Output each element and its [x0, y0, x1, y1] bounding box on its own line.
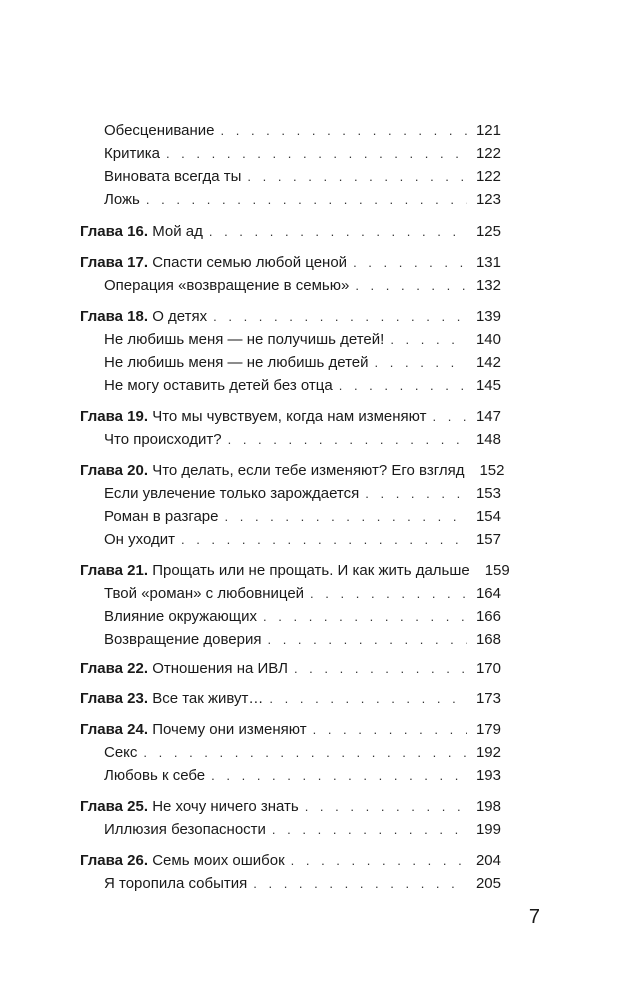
toc-entry-page: 205	[475, 875, 501, 892]
dot-leader	[166, 145, 467, 163]
chapter-label	[80, 798, 148, 815]
chapter-number: 23.	[127, 690, 149, 707]
chapter-number: 18.	[127, 308, 149, 325]
toc-entry-page: 204	[475, 852, 501, 869]
toc-entry-title: Все так живут…	[152, 690, 264, 707]
toc-entry-title: Не любишь меня — не любишь детей	[104, 354, 369, 371]
dot-leader	[267, 631, 467, 649]
dot-leader	[146, 191, 467, 209]
toc-entry-title: Твой «роман» с любовницей	[104, 585, 305, 602]
toc-entry-page: 147	[475, 408, 501, 425]
chapter-label	[80, 462, 148, 479]
toc-entry-page: 122	[475, 145, 501, 162]
chapter-prefix: Глава	[80, 223, 123, 240]
toc-chapter-23	[80, 686, 501, 708]
dot-leader	[310, 585, 467, 603]
toc-entry-title: Отношения на ИВЛ	[152, 660, 288, 677]
toc-entry-page: 164	[475, 585, 501, 602]
dot-leader	[355, 277, 467, 295]
dot-leader	[181, 531, 467, 549]
chapter-prefix: Глава	[80, 798, 123, 815]
toc-subentry	[104, 604, 501, 626]
toc-entry-title: Не могу оставить детей без отца	[104, 377, 333, 394]
dot-leader	[143, 744, 467, 762]
dot-leader	[365, 485, 467, 503]
toc-entry-page: 157	[475, 531, 501, 548]
toc-chapter-24	[80, 717, 501, 739]
toc-subentry	[104, 164, 501, 186]
chapter-label	[80, 562, 148, 579]
dot-leader	[313, 721, 467, 739]
chapter-number: 20.	[127, 462, 149, 479]
toc-entry-title: Обесценивание	[104, 122, 215, 139]
chapter-number: 22.	[127, 660, 149, 677]
chapter-label	[80, 852, 148, 869]
dot-leader	[263, 608, 467, 626]
toc-entry-title: О детях	[152, 308, 208, 325]
toc-entry-title: Ложь	[104, 191, 140, 208]
page-number: 7	[528, 906, 540, 928]
toc-chapter-18	[80, 304, 501, 326]
chapter-label	[80, 223, 148, 240]
chapter-number: 17.	[127, 254, 149, 271]
toc-subentry	[104, 141, 501, 163]
toc-subentry	[104, 187, 501, 209]
toc-entry-title: Он уходит	[104, 531, 175, 548]
chapter-prefix: Глава	[80, 462, 123, 479]
toc-entry-page: 153	[475, 485, 501, 502]
toc-subentry	[104, 427, 501, 449]
toc-subentry	[104, 273, 501, 295]
toc-entry-page: 179	[475, 721, 501, 738]
toc-entry-title: Прощать или не прощать. И как жить дальше	[152, 562, 470, 579]
chapter-prefix: Глава	[80, 254, 123, 271]
dot-leader	[291, 852, 467, 870]
toc-entry-page: 121	[475, 122, 501, 139]
toc-entry-page: 140	[475, 331, 501, 348]
chapter-label	[80, 308, 148, 325]
chapter-label	[80, 721, 148, 738]
dot-leader	[353, 254, 467, 272]
chapter-prefix: Глава	[80, 408, 123, 425]
chapter-number: 21.	[127, 562, 149, 579]
toc-entry-title: Влияние окружающих	[104, 608, 258, 625]
toc-subentry	[104, 118, 501, 140]
toc-subentry	[104, 817, 501, 839]
toc-entry-title: Критика	[104, 145, 160, 162]
toc-entry-title: Я торопила события	[104, 875, 248, 892]
toc-entry-title: Спасти семью любой ценой	[152, 254, 348, 271]
dot-leader	[339, 377, 467, 395]
chapter-label	[80, 254, 148, 271]
chapter-label	[80, 690, 148, 707]
chapter-number: 25.	[127, 798, 149, 815]
dot-leader	[225, 508, 468, 526]
toc-entry-page: 125	[475, 223, 501, 240]
toc-subentry	[104, 327, 501, 349]
chapter-prefix: Глава	[80, 660, 123, 677]
toc-subentry	[104, 527, 501, 549]
toc-entry-page: 173	[475, 690, 501, 707]
dot-leader	[213, 308, 467, 326]
toc-entry-page: 132	[475, 277, 501, 294]
chapter-number: 16.	[127, 223, 149, 240]
toc-chapter-19	[80, 404, 501, 426]
chapter-number: 19.	[127, 408, 149, 425]
chapter-number: 26.	[127, 852, 149, 869]
toc-subentry	[104, 871, 501, 893]
toc-entry-title: Роман в разгаре	[104, 508, 219, 525]
chapter-prefix: Глава	[80, 562, 123, 579]
chapter-prefix: Глава	[80, 690, 123, 707]
toc-entry-title: Что делать, если тебе изменяют? Его взгляд	[152, 462, 465, 479]
toc-subentry	[104, 627, 501, 649]
toc-entry-title: Любовь к себе	[104, 767, 206, 784]
toc-entry-title: Не хочу ничего знать	[152, 798, 299, 815]
dot-leader	[228, 431, 467, 449]
toc-entry-title: Возвращение доверия	[104, 631, 262, 648]
toc-entry-page: 145	[475, 377, 501, 394]
toc-subentry	[104, 481, 501, 503]
dot-leader	[221, 122, 467, 140]
dot-leader	[269, 690, 467, 708]
toc-entry-title: Если увлечение только зарождается	[104, 485, 360, 502]
toc-entry-page: 159	[484, 562, 510, 579]
chapter-label	[80, 408, 148, 425]
toc-entry-page: 131	[475, 254, 501, 271]
toc-chapter-16	[80, 219, 501, 241]
toc-entry-title: Мой ад	[152, 223, 203, 240]
toc-entry-title: Почему они изменяют	[152, 721, 307, 738]
dot-leader	[211, 767, 467, 785]
toc-entry-page: 170	[475, 660, 501, 677]
toc-entry-page: 154	[475, 508, 501, 525]
toc-entry-title: Виновата всегда ты	[104, 168, 242, 185]
dot-leader	[375, 354, 467, 372]
toc-entry-page: 193	[475, 767, 501, 784]
dot-leader	[305, 798, 467, 816]
chapter-number: 24.	[127, 721, 149, 738]
toc-entry-page: 123	[475, 191, 501, 208]
toc-entry-page: 199	[475, 821, 501, 838]
dot-leader	[253, 875, 467, 893]
chapter-label	[80, 660, 148, 677]
chapter-prefix: Глава	[80, 721, 123, 738]
dot-leader	[209, 223, 467, 241]
toc-entry-page: 198	[475, 798, 501, 815]
toc-entry-title: Что происходит?	[104, 431, 222, 448]
toc-entry-page: 166	[475, 608, 501, 625]
toc-subentry	[104, 373, 501, 395]
chapter-prefix: Глава	[80, 308, 123, 325]
toc-entry-page: 142	[475, 354, 501, 371]
chapter-prefix: Глава	[80, 852, 123, 869]
toc-chapter-17	[80, 250, 501, 272]
toc-entry-title: Иллюзия безопасности	[104, 821, 266, 838]
dot-leader	[432, 408, 467, 426]
toc-entry-page: 168	[475, 631, 501, 648]
toc-subentry	[104, 763, 501, 785]
dot-leader	[247, 168, 467, 186]
dot-leader	[272, 821, 467, 839]
dot-leader	[390, 331, 467, 349]
toc-entry-title: Не любишь меня — не получишь детей!	[104, 331, 385, 348]
toc-entry-title: Секс	[104, 744, 138, 761]
toc-subentry	[104, 350, 501, 372]
toc-entry-title: Что мы чувствуем, когда нам изменяют	[152, 408, 427, 425]
toc-subentry	[104, 504, 501, 526]
toc-chapter-26	[80, 848, 501, 870]
toc-chapter-20	[80, 458, 505, 480]
toc-subentry	[104, 581, 501, 603]
toc-entry-title: Операция «возвращение в семью»	[104, 277, 350, 294]
toc-entry-page: 122	[475, 168, 501, 185]
toc-chapter-22	[80, 656, 501, 678]
toc-entry-title: Семь моих ошибок	[152, 852, 285, 869]
toc-entry-page: 192	[475, 744, 501, 761]
toc-entry-page: 139	[475, 308, 501, 325]
toc-entry-page: 148	[475, 431, 501, 448]
toc-subentry	[104, 740, 501, 762]
toc-entry-page: 152	[479, 462, 505, 479]
toc-chapter-25	[80, 794, 501, 816]
toc-chapter-21	[80, 558, 510, 580]
dot-leader	[294, 660, 467, 678]
